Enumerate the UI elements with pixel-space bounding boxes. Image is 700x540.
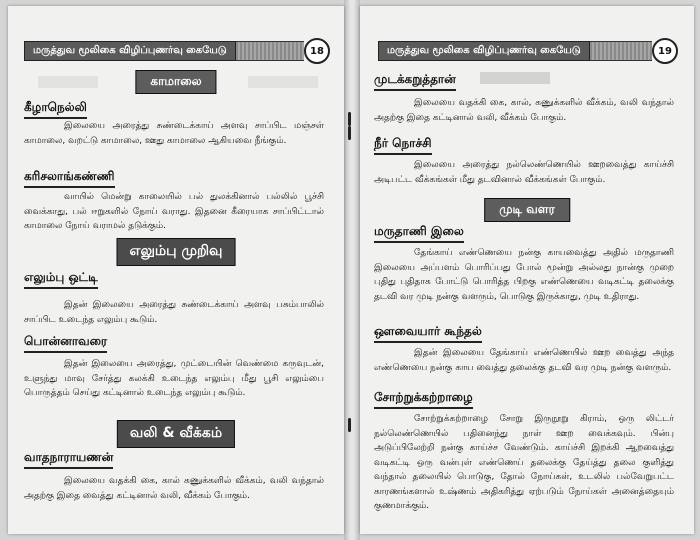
section-banner-kaamaalai: காமாலை [135,70,216,94]
text-keezhanelli: இலையை அரைத்து சுண்டைக்காய் அளவு சாப்பிட மஞ்சள் காமாலை, வறட்டு காமாலை, ஊது காமாலை ஆகியவை நீங்கும். [24,121,324,146]
book-title: மருத்துவ மூலிகை விழிப்புணர்வு கையேடு [24,41,236,61]
text-ponnavarai: இதன் இலையை அரைத்து, முட்டையின் வெண்மை கருவுடன், உளுந்து மாவு சேர்த்து கலக்கி உடைந்த எலும்பு மீது பூசி எலும்பை பொருத்தம் செய்து கட்டினால் உடைந்த எலும்பு கூடும். [24,359,324,398]
heading-avvaiyaar-koondhal: ஔவையார் கூந்தல் [374,324,482,343]
section-banner-elumbu-murivu: எலும்பு முறிவு [117,238,236,266]
binding-mark [348,418,351,432]
heading-elumbu-otti: எலும்பு ஒட்டி [24,270,98,289]
binding-mark [348,112,351,126]
binding-mark [348,126,351,140]
text-mudakkaruthan: இலையை வதக்கி கை, கால், கணுக்களில் வீக்கம், வலி வந்தால் அதற்கு இதை கட்டினால் வலி, வீக்கம் போகும். [374,98,674,123]
text-avvaiyaar-koondhal: இதன் இலையை தேங்காய் எண்ணெயில் ஊற வைத்து அந்த எண்ணெயை நன்கு காய வைத்து தலைக்கு தடவி வர முடி நன்கு வளரும். [374,348,674,373]
text-karisalanganni: வாயில் மென்று காலையில் பல் துலக்கினால் பல்லில் பூச்சி வைக்காது, பல் ஈறுகளில் நோய் வராது. இதனை கீரையாக சாப்பிட்டால் காமாலை நோய் வராமல் தடுக்கும். [24,192,324,231]
heading-ponnavarai: பொன்னாவரை [24,334,107,353]
page-number-right: 19 [652,38,678,64]
book-title-right: மருத்துவ மூலிகை விழிப்புணர்வு கையேடு [378,41,590,61]
heading-mudakkaruthan: முடக்கறுத்தான் [374,72,456,91]
left-page-header [24,40,330,62]
heading-vaatha-narayanan: வாதநாராயணன் [24,450,113,469]
left-page [8,6,344,534]
text-elumbu-otti: இதன் இலையை அரைத்து சுண்டைக்காய் அளவு பசும்பாலில் சாப்பிட உடைந்த எலும்பு கூடும். [24,300,324,325]
section-banner-mudi-valara: முடி வளர [484,198,570,222]
heading-marudhaani: மருதாணி இலை [374,224,464,243]
heading-neer-nochi: நீர் நொச்சி [374,136,432,155]
text-sotru-katraazhai: சோற்றுக்கற்றாழை சோறு இருநூறு கிராம், ஒரு லிட்டர் நல்லெண்ணெயில் பதினைந்து நாள் ஊற வைக்கவும். பின்பு அடுப்பிலேற்றி நன்கு காய்ச்ச வேண்டும். காய்ச்சி இறக்கி ஆறவைத்து வடிகட்டி ஒரு வன்புள் எண்ணெய் தலைக்கு தேய்த்து தலை குளித்து வந்தால் தலையில் பொடுகு, தோல் நோய்கள், உடலில் பல்வேறுபட்ட காரணங்களால் உஷ்ணம் அதிகரித்து ஏற்படும் நோய்கள் அனைத்தையும் குணமாக்கும். [374,414,674,511]
header-bar [236,41,304,61]
book-gutter [344,0,360,540]
text-marudhaani: தேங்காய் எண்ணெயை நன்கு காயவைத்து அதில் மருதாணி இலையை அப்பளம் பொரிப்பது போல் மூன்று அல்லது நான்கு முறை புதிது புதிதாக போட்டு பொரித்த பிறகு எண்ணெயை வடிகட்டி தலைக்கு தடவி வர முடி நன்கு வளரும், பொடுகு இருக்காது, முடி உதிராது. [374,248,674,302]
right-page [360,6,694,534]
heading-sotru-katraazhai: சோற்றுக்கற்றாழை [374,390,473,409]
header-bar [590,41,652,61]
heading-keezhanelli: கீழாநெல்லி [24,100,87,119]
text-vaatha-narayanan: இலையை வதக்கி கை, கால் கணுக்களில் வீக்கம், வலி வந்தால் அதற்கு இதை வைத்து கட்டினால் வலி, வீக்கம் போகும். [24,476,324,501]
section-banner-vali-veekkam: வலி & வீக்கம் [117,420,235,448]
heading-karisalanganni: கரிசலாங்கண்ணி [24,169,115,188]
text-neer-nochi: இலையை அரைத்து நல்லெண்ணெயில் ஊறவைத்து காய்ச்சி அடிபட்ட வீக்கங்கள் மீது தடவினால் வீக்கங்கள் போகும். [374,160,674,185]
page-number-left: 18 [304,38,330,64]
right-page-header [378,40,678,62]
